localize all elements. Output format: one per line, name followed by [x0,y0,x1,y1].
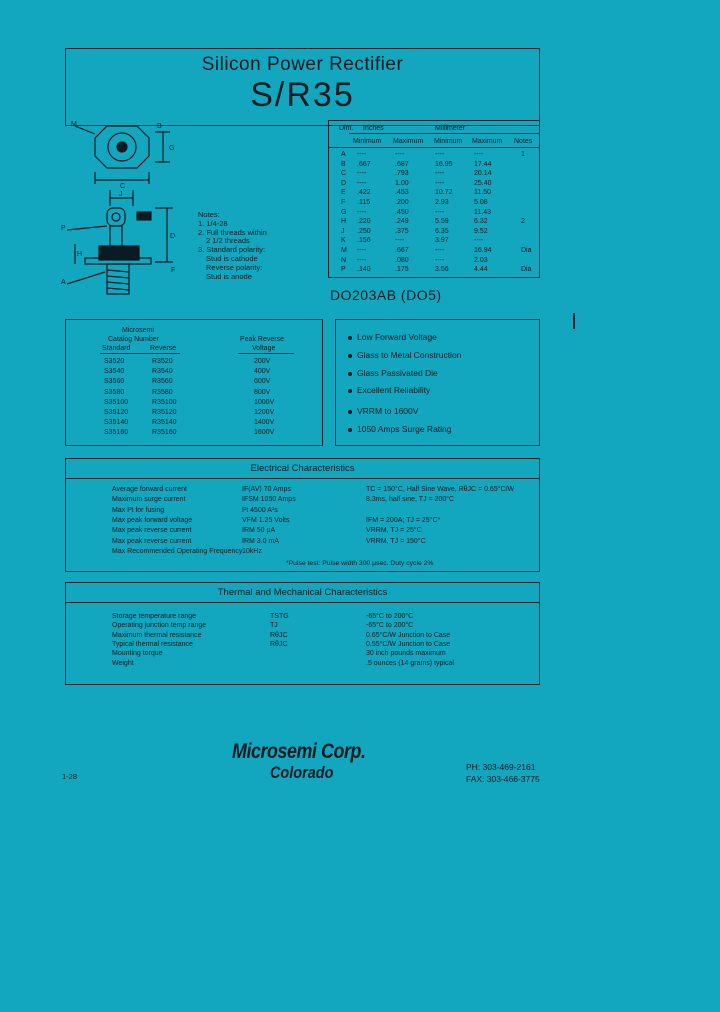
dim-cell: ---- [474,151,484,158]
dim-header: Millimeter [435,125,465,132]
electrical-cell: Max peak forward voltage [112,516,193,524]
dim-letter: F [341,199,346,206]
thermal-cell: 30 inch pounds maximum [366,650,446,658]
dim-cell: ---- [435,179,445,187]
feature-text: 1050 Amps Surge Rating [357,424,452,434]
dim-letter: G [341,208,347,216]
dim-cell: ---- [435,151,445,158]
feature-text: Glass Passivated Die [357,368,438,378]
catalog-cell: S3520 [104,358,125,365]
dim-cell: 6.32 [474,218,488,226]
catalog-header: Reverse [150,345,177,352]
catalog-cell: S3560 [104,378,125,386]
feature-text: Low Forward Voltage [357,332,437,342]
dim-cell: .115 [357,199,371,206]
catalog-cell: 400V [254,368,271,376]
electrical-cell: 10kHz [242,547,262,555]
dim-cell: .422 [357,189,371,197]
dim-cell: ---- [357,208,367,216]
dim-cell: .200 [395,199,409,206]
page-title: Silicon Power Rectifier [201,54,404,75]
catalog-cell: R3580 [152,388,173,396]
page-mark: 1-28 [62,772,78,781]
footnote: *Pulse test: Pulse width 300 μsec. Duty cycle 2% [286,560,434,567]
dim-cell: 2 [521,218,525,226]
catalog-header: Catalog Number [108,336,159,343]
section-title: Thermal and Mechanical Characteristics [217,587,388,598]
catalog-cell: S3580 [104,388,125,396]
company-division: Colorado [270,763,334,782]
electrical-cell: Max I²t for fusing [112,506,165,514]
dim-cell: 10.72 [435,189,453,197]
dim-cell: .375 [395,227,409,235]
dim-cell: 2.03 [474,256,488,264]
svg-text:B: B [157,123,162,130]
dim-cell: 3.97 [435,237,449,245]
dim-cell: .687 [395,160,409,168]
note-line: Reverse polarity: [206,262,263,272]
dim-cell: 17.44 [474,160,492,168]
catalog-header: Voltage [252,345,276,352]
electrical-cell: Maximum surge current [112,496,186,504]
dim-cell: ---- [435,256,445,264]
package-drawing [55,112,200,307]
feature-item [348,406,418,416]
catalog-cell: R3540 [152,368,173,376]
feature-text: VRRM to 1600V [357,406,419,416]
electrical-cell: Average forward current [112,486,187,493]
dim-letter: H [341,218,347,226]
dim-cell: ---- [474,237,484,245]
feature-item [348,424,452,434]
dim-header: Dim. [339,125,354,132]
feature-text: Excellent Reliability [357,385,431,395]
dim-cell: 11.43 [474,208,491,216]
thermal-cell: TSTG [270,613,289,620]
thermal-cell: Weight [112,659,134,667]
note-line: 2 1/2 threads [206,236,250,246]
svg-text:C: C [120,183,126,190]
electrical-cell: IF(AV) 70 Amps [242,486,291,493]
catalog-cell: R35100 [152,398,177,406]
dim-cell: .249 [395,218,409,226]
svg-text:A: A [61,279,66,286]
notes [198,211,267,281]
catalog-cell: S35100 [104,398,129,406]
dim-cell: ---- [435,247,445,254]
dim-subheader: Maximum [393,138,424,145]
electrical-cell: IRM 50 μA [242,527,276,535]
dim-cell: 2.93 [435,199,449,206]
thermal-cell: Storage temperature range [112,613,197,620]
dim-letter: J [341,227,345,235]
note-line: 1. 1/4-28 [198,218,228,228]
dim-subheader: Maximum [472,138,503,145]
dim-cell: .793 [395,170,409,178]
company-logo: Microsemi Corp. [232,740,366,763]
svg-text:J: J [119,191,123,198]
electrical-cell: IRM 3.0 mA [242,537,279,545]
dim-cell: 11.50 [474,189,491,197]
dim-cell: 16.95 [435,160,453,168]
dim-cell: .175 [395,266,409,274]
dim-header: Inches [363,125,384,132]
features-box [335,319,540,446]
catalog-cell: 1000V [254,398,275,406]
catalog-cell: R35140 [152,419,177,427]
notes-heading: Notes: [198,210,220,219]
dim-cell: .450 [395,208,409,216]
dim-subheader: Minimum [353,138,382,145]
catalog-header: Standard [102,345,131,352]
thermal-cell: Mounting torque [112,650,163,658]
catalog-cell: R3520 [152,358,173,365]
dim-cell: .667 [357,160,371,168]
dim-letter: D [341,179,347,187]
thermal-cell: Operating junction temp range [112,622,207,630]
catalog-header: Peak Reverse [240,336,284,343]
dim-letter: P [341,266,346,274]
dim-cell: Dia [521,266,532,274]
dim-cell: 5.59 [435,218,449,226]
svg-text:G: G [169,145,175,152]
feature-item [348,350,461,360]
dimension-table [328,120,540,278]
dim-cell: ---- [435,170,445,178]
dim-cell: .140 [357,266,371,274]
electrical-cell: 8.3ms, half sine, TJ = 200°C [366,496,455,504]
note-line: 3. Standard polarity: [198,245,266,255]
electrical-cell: IFSM 1050 Amps [242,496,296,504]
phone-number: PH: 303-469-2161 [466,762,536,772]
thermal-cell: -65°C to 200°C [366,622,414,630]
catalog-cell: 200V [254,358,271,365]
thermal-cell: -65°C to 200°C [366,613,414,620]
dim-cell: ---- [395,151,405,158]
thermal-cell: 0.65°C/W Junction to Case [366,631,451,639]
catalog-cell: 1400V [254,419,275,427]
svg-text:F: F [171,267,176,274]
part-number: S/R35 [250,76,355,114]
catalog-cell: R3560 [152,378,173,386]
electrical-cell: VFM 1.25 Volts [242,516,290,524]
dim-letter: B [341,160,346,168]
dim-cell: 9.52 [474,227,488,235]
electrical-cell: VRRM, TJ = 25°C [366,527,422,535]
dim-cell: 3.56 [435,266,449,274]
electrical-characteristics [65,458,540,572]
thermal-cell: Typical thermal resistance [112,640,193,648]
dim-cell: .453 [395,189,409,197]
dim-cell: 4.44 [474,266,488,274]
thermal-mechanical-characteristics [65,582,540,685]
dim-cell: 25.40 [474,179,492,187]
dim-cell: Dia [521,247,532,254]
thermal-cell: RθJC [270,640,288,648]
catalog-cell: 600V [254,378,271,386]
thermal-cell: RθJC [270,631,288,639]
note-line: Stud is cathode [206,253,258,263]
catalog-table [65,319,323,446]
catalog-cell: R35120 [152,409,177,416]
thermal-cell: TJ [270,622,278,630]
catalog-header: Microsemi [122,327,154,334]
dim-cell: .220 [357,218,371,226]
catalog-cell: 1600V [254,429,275,437]
dim-cell: .080 [395,256,409,264]
note-line: 2. Full threads within [198,227,267,237]
dim-subheader: Notes [514,138,533,145]
feature-item [348,385,430,395]
dim-cell: ---- [357,179,367,187]
catalog-cell: 800V [254,388,271,396]
dim-letter: K [341,237,346,245]
margin-mark [573,313,575,329]
dim-letter: C [341,170,347,178]
electrical-cell: I²t 4500 A²s [242,506,278,514]
electrical-cell: Max peak reverse current [112,527,192,535]
section-title: Electrical Characteristics [250,463,355,474]
note-line: Stud is anode [206,271,252,281]
dim-cell: ---- [357,151,367,158]
electrical-cell: Max Recommended Operating Frequency [112,547,243,555]
feature-text: Glass to Metal Construction [357,350,462,360]
dim-cell: ---- [357,170,367,178]
dim-cell: ---- [357,256,367,264]
dim-subheader: Minimum [434,138,463,145]
dim-cell: 20.14 [474,170,492,178]
package-designation: DO203AB (DO5) [330,287,442,303]
dim-cell: ---- [435,208,445,216]
thermal-cell: 0.55°C/W Junction to Case [366,640,451,648]
contact-info [466,761,540,785]
dim-letter: M [341,247,347,254]
dim-cell: 1 [521,151,525,158]
electrical-cell: Max peak reverse current [112,537,192,545]
electrical-cell: TC = 150°C, Half Sine Wave, RθJC = 0.65°C/W [366,486,515,493]
dim-cell: ---- [395,237,405,245]
dim-letter: E [341,189,346,197]
svg-text:P: P [61,225,66,232]
catalog-cell: S3540 [104,368,125,376]
svg-text:M: M [71,121,77,128]
catalog-cell: 1200V [254,409,275,416]
dim-cell: 16.94 [474,247,492,254]
svg-text:H: H [77,251,83,258]
dim-cell: .250 [357,227,371,235]
dim-cell: ---- [357,247,367,254]
electrical-cell: VRRM, TJ = 150°C [366,537,426,545]
dim-letter: N [341,256,347,264]
dim-cell: .156 [357,237,371,245]
dim-cell: .667 [395,247,409,254]
dim-cell: 5.08 [474,199,488,206]
catalog-cell: S35160 [104,429,129,437]
thermal-cell: Maximum thermal resistance [112,631,202,639]
catalog-cell: S35120 [104,409,129,416]
svg-text:D: D [170,233,176,240]
electrical-cell: IFM = 200A; TJ = 25°C* [366,516,441,524]
feature-item [348,368,438,378]
catalog-cell: S35140 [104,419,129,427]
dim-letter: A [341,151,346,158]
dim-cell: 1.00 [395,179,409,187]
catalog-cell: R35160 [152,429,177,437]
feature-item [348,332,437,342]
dim-cell: 6.35 [435,227,449,235]
fax-number: FAX: 303-466-3775 [466,774,540,784]
thermal-cell: .5 ounces (14 grams) typical [366,659,454,667]
